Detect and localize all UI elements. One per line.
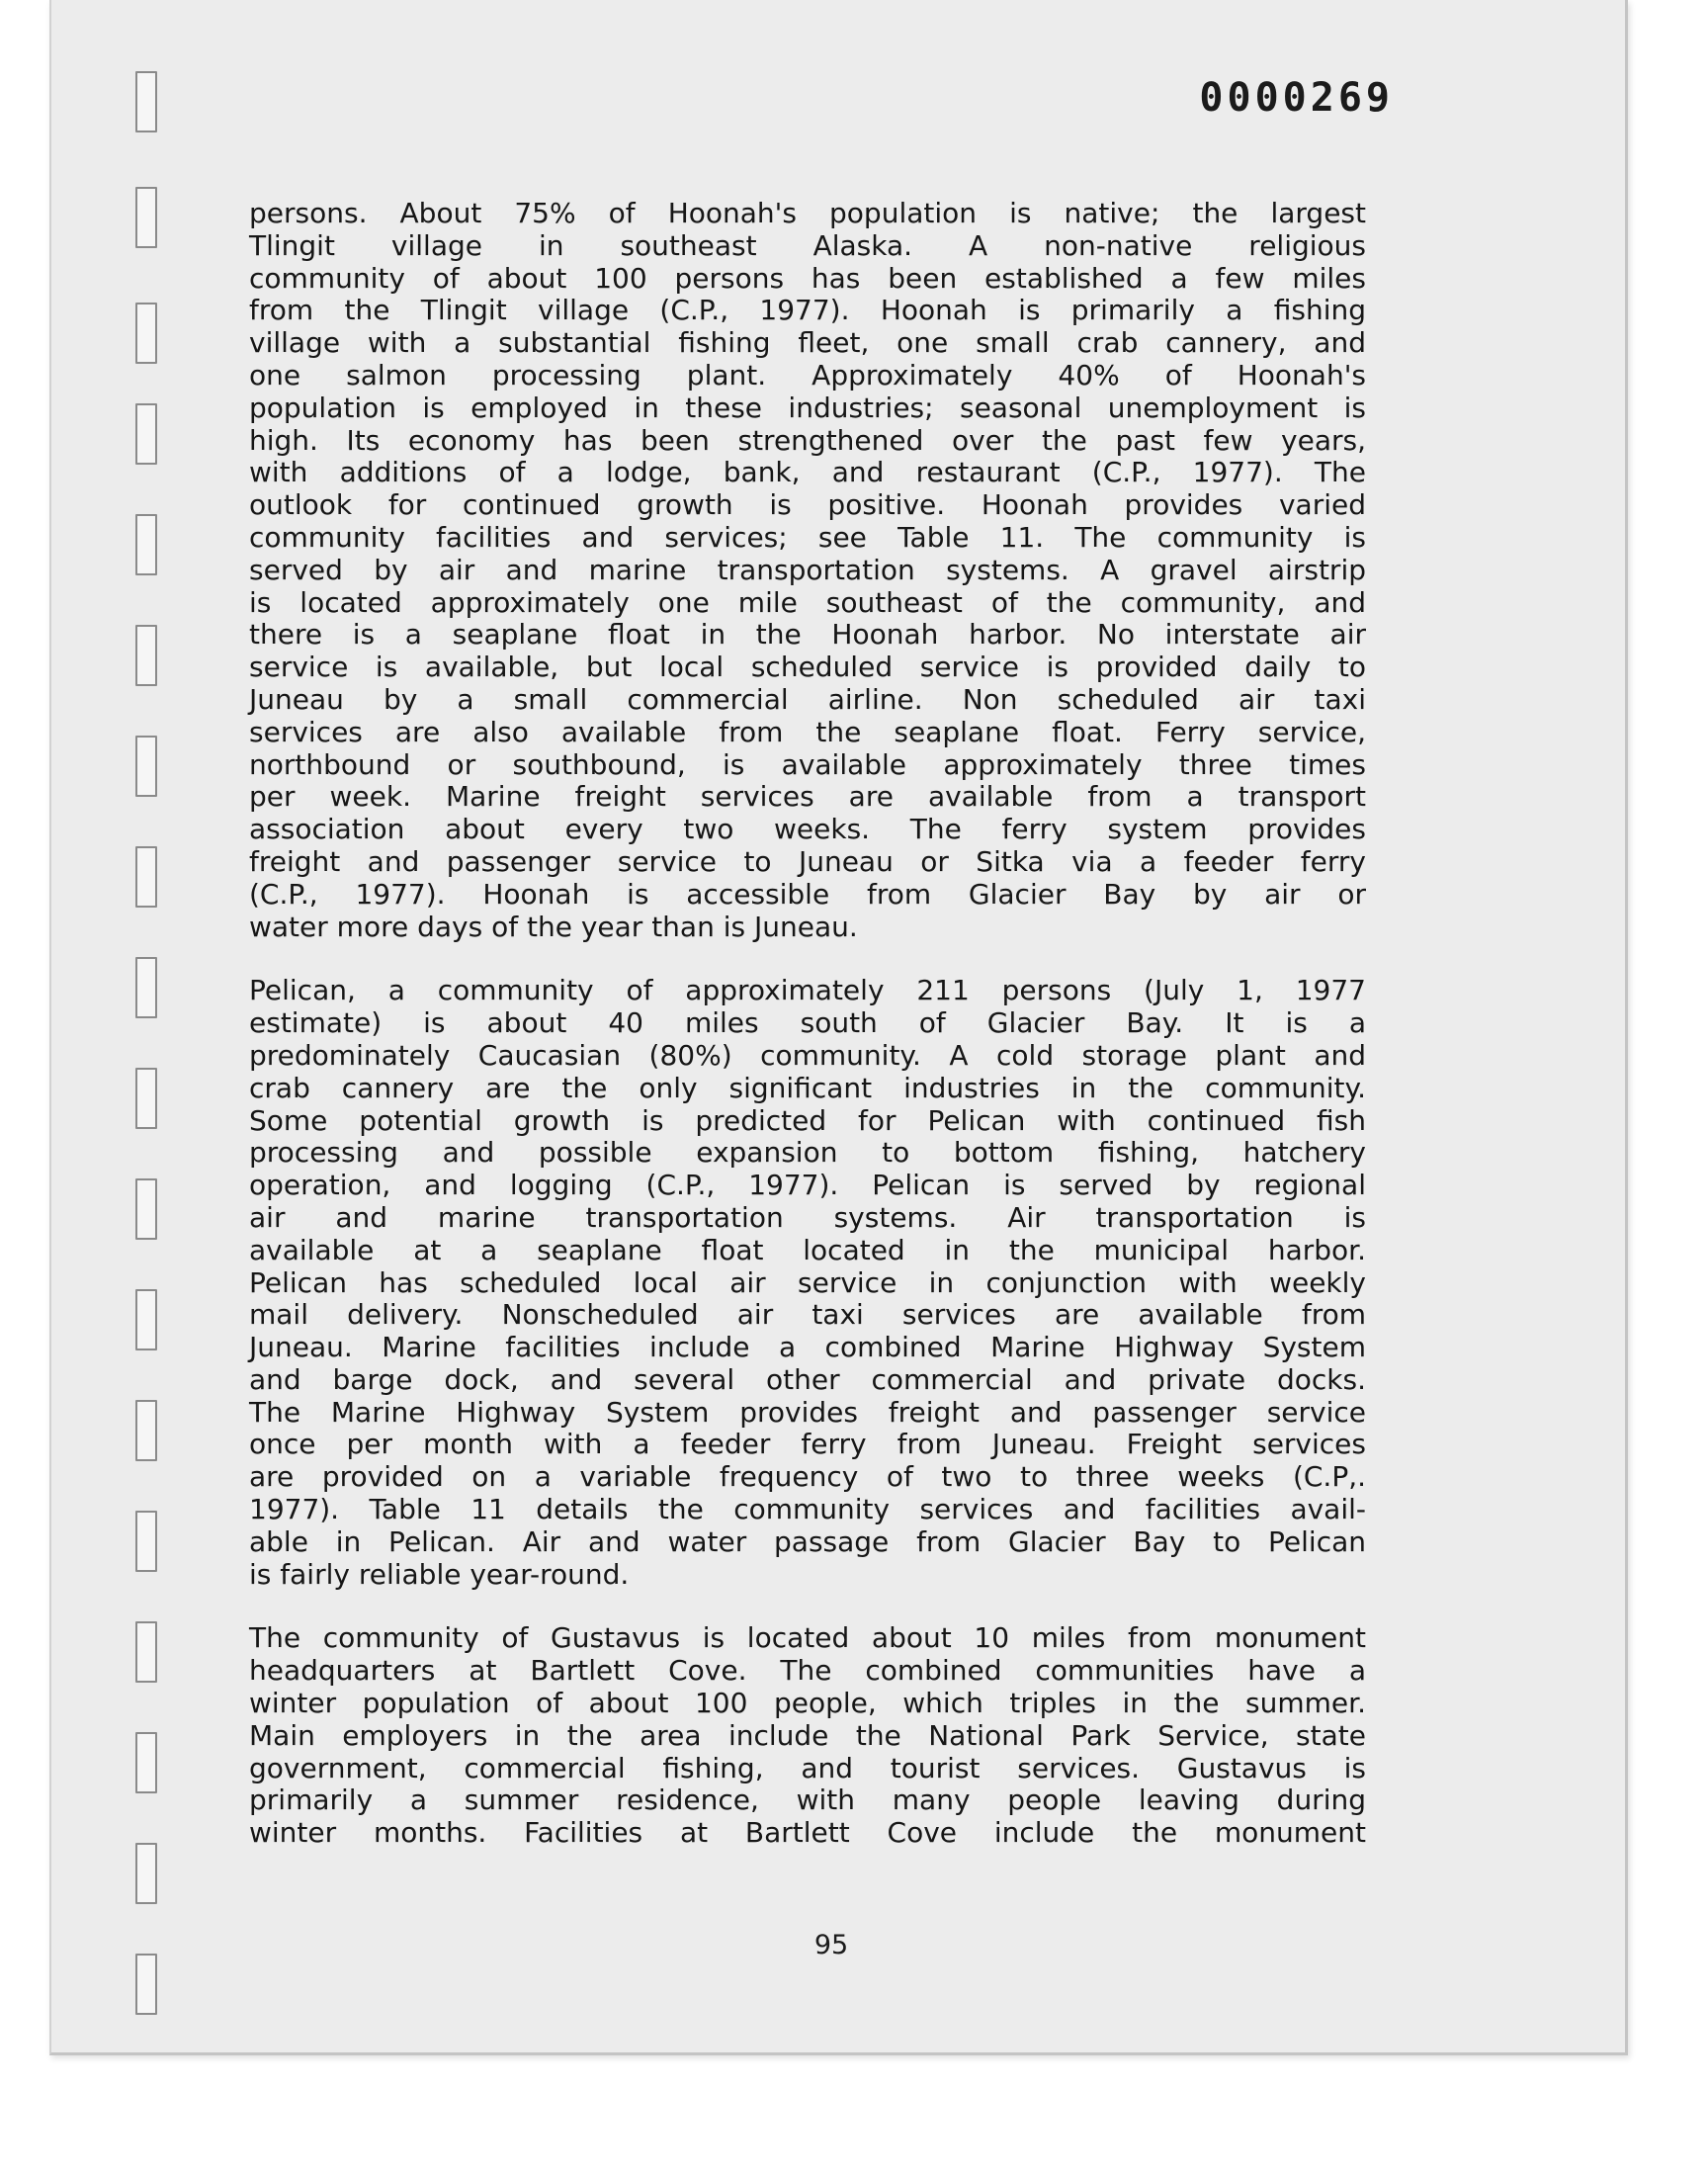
text-line: persons. About 75% of Hoonah's population is native; the largest — [249, 197, 1366, 229]
binding-hole — [135, 1621, 157, 1683]
text-line: available at a seaplane float located in the municipal harbor. — [249, 1233, 1366, 1266]
document-number: 0000269 — [1199, 75, 1394, 121]
text-line: winter months. Facilities at Bartlett Cove include the monument — [249, 1816, 1366, 1850]
binding-hole — [135, 403, 157, 465]
text-line: population is employed in these industries; seasonal unemployment is — [249, 391, 1366, 424]
paragraph-pelican — [249, 975, 1366, 1591]
binding-hole — [135, 187, 157, 248]
binding-hole — [135, 1289, 157, 1350]
text-line: outlook for continued growth is positive. Hoonah provides varied — [249, 488, 1366, 522]
binding-hole — [135, 1178, 157, 1240]
binding-hole — [135, 1400, 157, 1461]
binding-hole — [135, 1732, 157, 1793]
text-line: water more days of the year than is Juneau. — [249, 910, 858, 943]
binding-holes — [135, 71, 163, 2029]
text-line: from the Tlingit village (C.P., 1977). Hoonah is primarily a fishing — [249, 294, 1366, 327]
binding-hole — [135, 1511, 157, 1572]
text-line: able in Pelican. Air and water passage from Glacier Bay to Pelican — [249, 1524, 1366, 1558]
text-line: once per month with a feeder ferry from Juneau. Freight services — [249, 1428, 1366, 1461]
text-line: service is available, but local scheduled service is provided daily to — [249, 651, 1366, 684]
text-line: (C.P., 1977). Hoonah is accessible from Glacier Bay by air or — [249, 877, 1366, 911]
text-line: government, commercial fishing, and tourist services. Gustavus is — [249, 1751, 1366, 1784]
text-line: community of about 100 persons has been established a few miles — [249, 261, 1366, 295]
text-line: The community of Gustavus is located about 10 miles from monument — [249, 1621, 1366, 1655]
binding-hole — [135, 71, 157, 132]
binding-hole — [135, 1843, 157, 1904]
text-line: per week. Marine freight services are available from a transport — [249, 780, 1366, 814]
text-line: winter population of about 100 people, which triples in the summer. — [249, 1687, 1366, 1720]
text-line: Juneau by a small commercial airline. Non scheduled air taxi — [249, 682, 1366, 716]
text-line: with additions of a lodge, bank, and restaurant (C.P., 1977). The — [249, 456, 1366, 489]
text-line: headquarters at Bartlett Cove. The combined communities have a — [249, 1654, 1366, 1688]
text-line: one salmon processing plant. Approximately 40% of Hoonah's — [249, 358, 1366, 392]
text-line: Some potential growth is predicted for Pelican with continued fish — [249, 1103, 1366, 1137]
text-line: high. Its economy has been strengthened over the past few years, — [249, 423, 1366, 457]
text-line: association about every two weeks. The ferry system provides — [249, 813, 1366, 846]
binding-hole — [135, 514, 157, 575]
text-line: Tlingit village in southeast Alaska. A non-native religious — [249, 228, 1366, 262]
text-line: 1977). Table 11 details the community services and facilities avail- — [249, 1493, 1366, 1526]
binding-hole — [135, 846, 157, 908]
binding-hole — [135, 736, 157, 797]
binding-hole — [135, 1068, 157, 1129]
binding-hole — [135, 1954, 157, 2015]
page-number: 95 — [813, 1930, 849, 1960]
text-line: estimate) is about 40 miles south of Glacier Bay. It is a — [249, 1006, 1366, 1040]
text-line: Juneau. Marine facilities include a combined Marine Highway System — [249, 1331, 1366, 1364]
text-line: predominately Caucasian (80%) community. A cold storage plant and — [249, 1038, 1366, 1072]
text-line: served by air and marine transportation systems. A gravel airstrip — [249, 553, 1366, 586]
text-line: freight and passenger service to Juneau or Sitka via a feeder ferry — [249, 844, 1366, 878]
text-line: are provided on a variable frequency of two to three weeks (C.P,. — [249, 1460, 1366, 1494]
text-line: there is a seaplane float in the Hoonah harbor. No interstate air — [249, 618, 1366, 652]
text-line: processing and possible expansion to bottom fishing, hatchery — [249, 1136, 1366, 1170]
text-line: and barge dock, and several other commercial and private docks. — [249, 1362, 1366, 1396]
text-line: The Marine Highway System provides freight and passenger service — [249, 1395, 1366, 1429]
text-line: crab cannery are the only significant industries in the community. — [249, 1071, 1366, 1104]
text-line: services are also available from the seaplane float. Ferry service, — [249, 715, 1366, 748]
paragraph-hoonah — [249, 198, 1366, 943]
paragraph-gustavus — [249, 1622, 1366, 1850]
text-line: mail delivery. Nonscheduled air taxi services are available from — [249, 1298, 1366, 1332]
text-line: village with a substantial fishing fleet, one small crab cannery, and — [249, 326, 1366, 360]
binding-hole — [135, 625, 157, 686]
text-line: Pelican has scheduled local air service in conjunction with weekly — [249, 1265, 1366, 1299]
text-line: primarily a summer residence, with many people leaving during — [249, 1784, 1366, 1817]
text-line: northbound or southbound, is available approximately three times — [249, 747, 1366, 781]
text-line: Pelican, a community of approximately 211 persons (July 1, 1977 — [249, 974, 1366, 1007]
text-line: operation, and logging (C.P., 1977). Pelican is served by regional — [249, 1169, 1366, 1202]
text-line: air and marine transportation systems. Air transportation is — [249, 1200, 1366, 1234]
text-line: community facilities and services; see Table 11. The community is — [249, 520, 1366, 554]
text-line: is fairly reliable year-round. — [249, 1557, 630, 1591]
binding-hole — [135, 957, 157, 1018]
body-text — [249, 198, 1366, 1881]
text-line: is located approximately one mile southeast of the community, and — [249, 585, 1366, 619]
text-line: Main employers in the area include the National Park Service, state — [249, 1718, 1366, 1752]
binding-hole — [135, 303, 157, 364]
